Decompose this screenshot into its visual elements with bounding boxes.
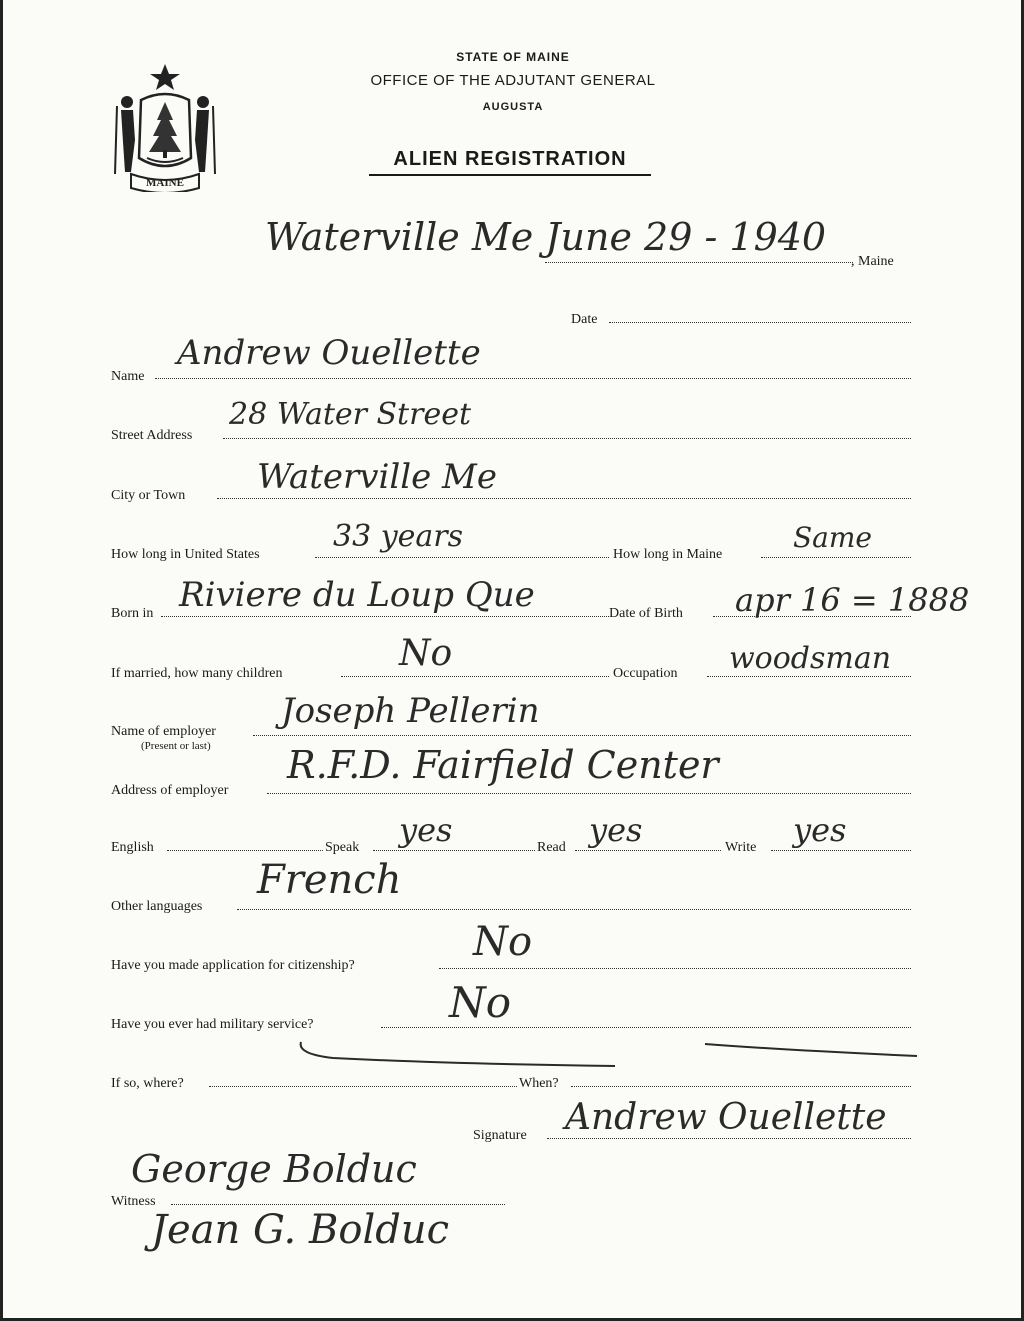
write-label: Write bbox=[725, 840, 757, 855]
read-dots bbox=[575, 850, 721, 851]
military-label: Have you ever had military service? bbox=[111, 1017, 314, 1032]
where-dots bbox=[209, 1086, 517, 1087]
applicant-signature: Andrew Ouellette bbox=[565, 1097, 887, 1138]
place-date-entry: Waterville Me June 29 - 1940 bbox=[265, 215, 827, 259]
write-entry: yes bbox=[793, 811, 847, 849]
witness-dots bbox=[171, 1204, 505, 1205]
how-long-maine-label: How long in Maine bbox=[613, 547, 723, 562]
witness-signature-1: George Bolduc bbox=[131, 1147, 417, 1191]
employer-address-entry: R.F.D. Fairfield Center bbox=[287, 743, 719, 787]
date-of-birth-label: Date of Birth bbox=[609, 606, 683, 621]
employer-address-dots bbox=[267, 793, 911, 794]
state-heading: STATE OF MAINE bbox=[456, 50, 570, 64]
read-label: Read bbox=[537, 840, 566, 855]
speak-entry: yes bbox=[399, 811, 453, 849]
other-languages-dots bbox=[237, 909, 911, 910]
born-in-label: Born in bbox=[111, 606, 154, 621]
strike-line-where bbox=[293, 1036, 623, 1076]
born-in-dots bbox=[161, 616, 609, 617]
english-label: English bbox=[111, 840, 154, 855]
date-dots bbox=[609, 322, 911, 323]
city-dots bbox=[217, 498, 911, 499]
read-entry: yes bbox=[589, 811, 643, 849]
born-in-entry: Riviere du Loup Que bbox=[179, 575, 535, 615]
speak-dots bbox=[373, 850, 535, 851]
employer-address-label: Address of employer bbox=[111, 783, 229, 798]
how-long-us-dots bbox=[315, 557, 609, 558]
witness-signature-2: Jean G. Bolduc bbox=[151, 1207, 450, 1253]
employer-note: (Present or last) bbox=[141, 740, 211, 752]
how-long-maine-dots bbox=[761, 557, 911, 558]
occupation-entry: woodsman bbox=[729, 641, 892, 676]
other-languages-entry: French bbox=[257, 857, 402, 903]
signature-label: Signature bbox=[473, 1128, 527, 1143]
signature-dots bbox=[547, 1138, 911, 1139]
where-label: If so, where? bbox=[111, 1076, 184, 1091]
children-entry: No bbox=[399, 633, 453, 674]
military-entry: No bbox=[449, 978, 512, 1027]
city-label: City or Town bbox=[111, 488, 186, 503]
maine-state-seal bbox=[111, 62, 219, 192]
place-dots bbox=[545, 262, 853, 263]
english-dots bbox=[167, 850, 323, 851]
strike-line-when bbox=[703, 1036, 923, 1066]
occupation-dots bbox=[707, 676, 911, 677]
employer-label: Name of employer bbox=[111, 724, 216, 739]
office-heading: OFFICE OF THE ADJUTANT GENERAL bbox=[370, 72, 656, 89]
name-dots bbox=[155, 378, 911, 379]
title-underline bbox=[369, 174, 651, 176]
other-languages-label: Other languages bbox=[111, 899, 203, 914]
citizenship-entry: No bbox=[473, 919, 533, 965]
citizenship-dots bbox=[439, 968, 911, 969]
speak-label: Speak bbox=[325, 840, 360, 855]
form-title: ALIEN REGISTRATION bbox=[393, 148, 627, 170]
children-dots bbox=[341, 676, 609, 677]
when-dots bbox=[571, 1086, 911, 1087]
name-entry: Andrew Ouellette bbox=[177, 333, 481, 373]
name-label: Name bbox=[111, 369, 145, 384]
write-dots bbox=[771, 850, 911, 851]
when-label: When? bbox=[519, 1076, 559, 1091]
how-long-us-label: How long in United States bbox=[111, 547, 260, 562]
street-label: Street Address bbox=[111, 428, 193, 443]
citizenship-label: Have you made application for citizenship? bbox=[111, 958, 355, 973]
employer-entry: Joseph Pellerin bbox=[281, 691, 540, 731]
city-heading: AUGUSTA bbox=[482, 101, 544, 113]
date-of-birth-entry: apr 16 = 1888 bbox=[735, 581, 970, 619]
military-dots bbox=[381, 1027, 911, 1028]
how-long-maine-entry: Same bbox=[793, 521, 872, 554]
city-entry: Waterville Me bbox=[257, 457, 497, 497]
occupation-label: Occupation bbox=[613, 666, 678, 681]
children-label: If married, how many children bbox=[111, 666, 283, 681]
street-entry: 28 Water Street bbox=[229, 397, 472, 432]
witness-label: Witness bbox=[111, 1194, 156, 1209]
how-long-us-entry: 33 years bbox=[333, 519, 464, 554]
date-label: Date bbox=[571, 312, 598, 327]
employer-dots bbox=[253, 735, 911, 736]
maine-label: , Maine bbox=[851, 254, 894, 269]
seal-label: MAINE bbox=[146, 177, 184, 189]
street-dots bbox=[223, 438, 911, 439]
